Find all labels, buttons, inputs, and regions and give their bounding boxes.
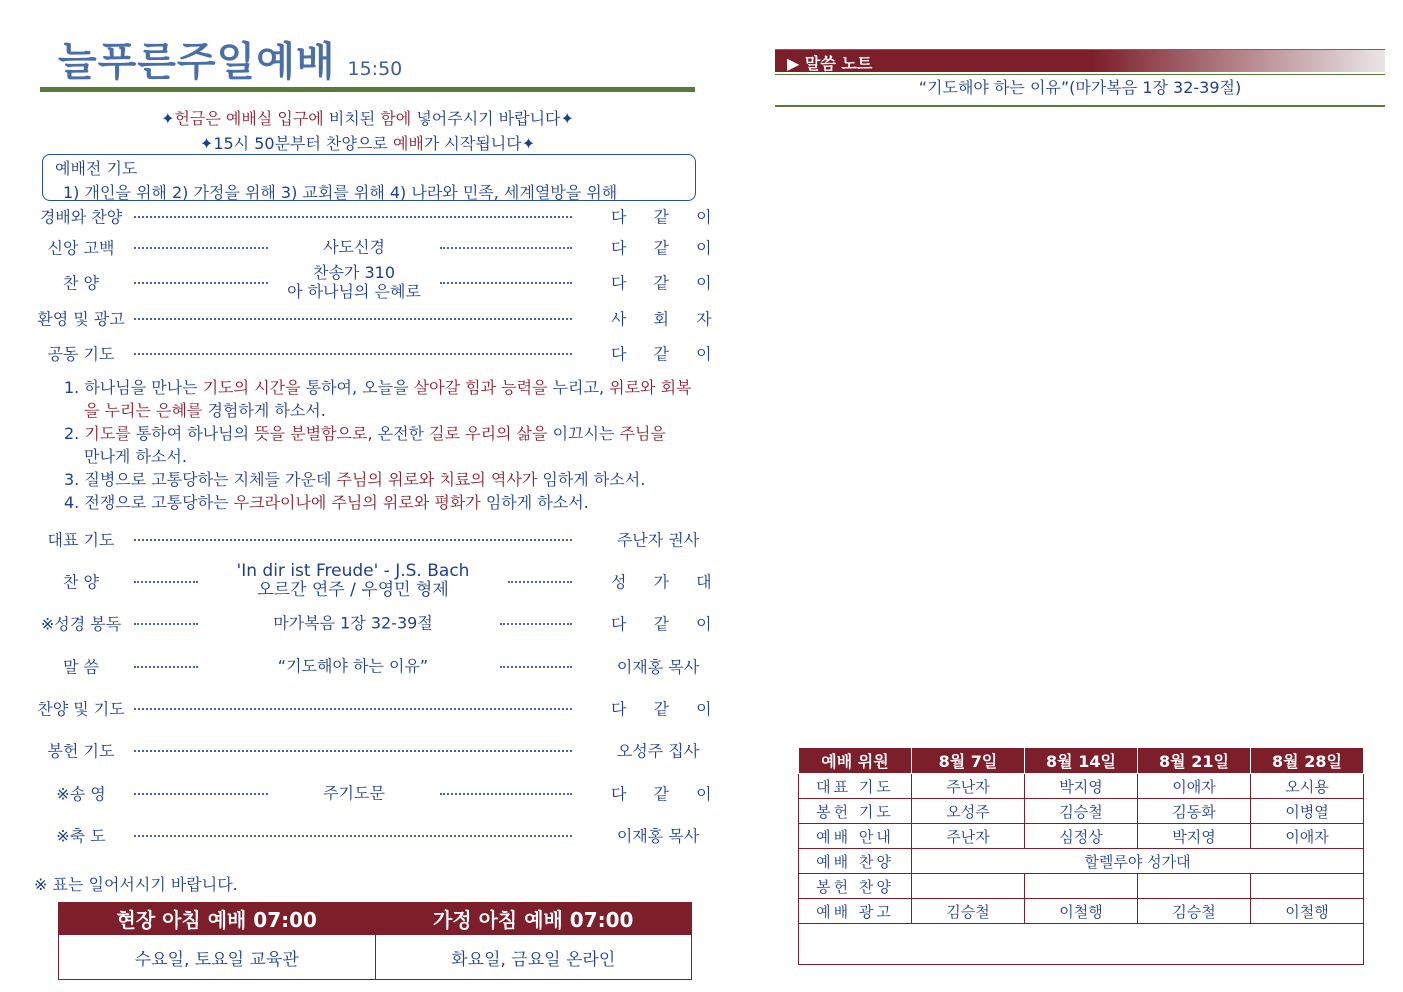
morning-service-table (58, 902, 692, 980)
order-row (28, 735, 700, 765)
order-row (28, 820, 700, 850)
onsite-morning-header: 현장 아침 예배 07:00 (59, 903, 376, 935)
prayer-list (64, 376, 694, 514)
leader-dots (134, 623, 198, 625)
order-content: 찬송가 310 아 하나님의 은혜로 (287, 263, 421, 301)
order-leader: 다 같 이 (611, 344, 723, 364)
home-morning-days: 화요일, 금요일 온라인 (375, 935, 692, 980)
duty-roster-table (798, 747, 1364, 965)
roster-header: 8월 28일 (1251, 748, 1364, 774)
pre-prayer-title: 예배전 기도 (55, 159, 138, 178)
roster-label: 예배 광고 (799, 899, 912, 924)
leader-dots (134, 666, 198, 668)
roster-cell: 이철행 (1251, 899, 1364, 924)
roster-cell: 주난자 (912, 774, 1025, 799)
note-bottom-rule (775, 105, 1385, 107)
order-content: 마가복음 1장 32-39절 (273, 613, 433, 633)
roster-header: 8월 7일 (912, 748, 1025, 774)
prayer-item: 3. 질병으로 고통당하는 지체들 가운데 주님의 위로와 치료의 역사가 임하게 하소서. (64, 470, 646, 489)
leader-dots (134, 793, 268, 795)
sermon-note-header: ▶ 말씀 노트 (775, 50, 1385, 72)
order-content: 주기도문 (323, 783, 385, 803)
pre-prayer-items: 1) 개인을 위해 2) 가정을 위해 3) 교회를 위해 4) 나라와 민족, 세계열방을 위해 (63, 183, 618, 202)
leader-dots (134, 708, 572, 710)
order-leader: 다 같 이 (611, 784, 723, 804)
order-row (28, 201, 723, 231)
order-label: ※성경 봉독 (40, 614, 122, 634)
order-label: 대표 기도 (47, 530, 115, 550)
roster-cell: 김승철 (1138, 899, 1251, 924)
roster-label: 봉헌 기도 (799, 799, 912, 824)
order-row (28, 651, 700, 681)
leader-dots (500, 666, 572, 668)
roster-notes-cell (799, 924, 1364, 965)
roster-label: 대표 기도 (799, 774, 912, 799)
roster-row (799, 849, 1364, 874)
order-label: 공동 기도 (47, 344, 115, 364)
order-row (28, 303, 723, 333)
start-notice: ✦15시 50분부터 찬양으로 예배가 시작됩니다✦ (199, 134, 536, 153)
roster-cell: 이애자 (1251, 824, 1364, 849)
roster-row (799, 824, 1364, 849)
order-content: 'In dir ist Freude' - J.S. Bach 오르간 연주 / 우영민 형제 (236, 561, 470, 600)
order-label: ※송 영 (56, 784, 106, 804)
order-leader: 오성주 집사 (616, 741, 700, 761)
order-leader: 다 같 이 (611, 238, 723, 258)
leader-dots (440, 282, 572, 284)
order-label: 찬 양 (63, 273, 99, 293)
roster-row (799, 799, 1364, 824)
order-content: “기도해야 하는 이유” (277, 656, 429, 676)
order-leader: 이재홍 목사 (616, 657, 700, 677)
roster-cell (912, 874, 1025, 899)
roster-cell (1025, 874, 1138, 899)
sermon-note-title: “기도해야 하는 이유”(마가복음 1장 32-39절) (918, 78, 1242, 97)
home-morning-header: 가정 아침 예배 07:00 (375, 903, 692, 935)
roster-cell: 주난자 (912, 824, 1025, 849)
order-row (28, 338, 723, 368)
order-leader: 이재홍 목사 (616, 826, 700, 846)
leader-dots (134, 581, 198, 583)
roster-cell (1251, 874, 1364, 899)
order-label: 봉헌 기도 (47, 741, 115, 761)
leader-dots (134, 216, 572, 218)
roster-label: 봉헌 찬양 (799, 874, 912, 899)
prayer-item-cont: 만나게 하소서. (84, 447, 187, 466)
prayer-item: 1. 하나님을 만나는 기도의 시간을 통하여, 오늘을 살아갈 힘과 능력을 누리고, 위로와 회복 (64, 378, 692, 397)
prayer-item: 2. 기도를 통하여 하나님의 뜻을 분별함으로, 온전한 길로 우리의 삶을 이끄시는 주님을 (64, 424, 666, 443)
roster-cell (1138, 874, 1251, 899)
roster-row (799, 874, 1364, 899)
roster-label: 예배 안내 (799, 824, 912, 849)
roster-header: 8월 21일 (1138, 748, 1251, 774)
roster-cell: 오시용 (1251, 774, 1364, 799)
order-row (28, 608, 723, 638)
roster-cell: 이애자 (1138, 774, 1251, 799)
roster-cell: 김승철 (1025, 799, 1138, 824)
roster-cell: 심정상 (1025, 824, 1138, 849)
order-label: 경배와 찬양 (39, 207, 123, 227)
leader-dots (134, 247, 268, 249)
roster-cell: 오성주 (912, 799, 1025, 824)
roster-row (799, 774, 1364, 799)
roster-header-row (799, 748, 1364, 774)
order-label: 말 씀 (63, 657, 99, 677)
stand-note: ※ 표는 일어서시기 바랍니다. (34, 875, 238, 894)
leader-dots (134, 318, 572, 320)
leader-dots (134, 353, 572, 355)
roster-row (799, 899, 1364, 924)
title-divider (40, 87, 695, 92)
leader-dots (134, 539, 572, 541)
order-leader: 다 같 이 (611, 207, 723, 227)
roster-label: 예배 찬양 (799, 849, 912, 874)
order-label: 신앙 고백 (47, 238, 115, 258)
roster-cell: 김동화 (1138, 799, 1251, 824)
roster-header: 예배 위원 (799, 748, 912, 774)
order-row (28, 561, 723, 601)
onsite-morning-days: 수요일, 토요일 교육관 (59, 935, 376, 980)
order-row (28, 524, 700, 554)
order-leader: 다 같 이 (611, 273, 723, 293)
order-label: ※축 도 (56, 826, 106, 846)
order-leader: 주난자 권사 (616, 530, 700, 550)
roster-header: 8월 14일 (1025, 748, 1138, 774)
leader-dots (508, 581, 572, 583)
prayer-item: 4. 전쟁으로 고통당하는 우크라이나에 주님의 위로와 평화가 임하게 하소서. (64, 493, 589, 512)
order-label: 찬 양 (63, 572, 99, 592)
roster-notes-row (799, 924, 1364, 965)
roster-cell: 이병열 (1251, 799, 1364, 824)
order-label: 찬양 및 기도 (37, 699, 125, 719)
roster-cell: 박지영 (1025, 774, 1138, 799)
roster-cell: 박지영 (1138, 824, 1251, 849)
roster-cell: 김승철 (912, 899, 1025, 924)
service-time: 15:50 (347, 58, 403, 80)
order-content: 사도신경 (323, 237, 385, 257)
order-leader: 다 같 이 (611, 614, 723, 634)
order-row (28, 263, 723, 301)
order-row (28, 232, 723, 262)
leader-dots (134, 835, 572, 837)
leader-dots (440, 247, 572, 249)
roster-cell: 할렐루야 성가대 (912, 849, 1364, 874)
leader-dots (500, 623, 572, 625)
leader-dots (134, 750, 572, 752)
order-row (28, 693, 723, 723)
order-leader: 성 가 대 (611, 572, 723, 592)
page-title: 늘푸른주일예배 15:50 (58, 39, 403, 85)
order-leader: 사 회 자 (611, 309, 723, 329)
leader-dots (134, 282, 268, 284)
order-label: 환영 및 광고 (37, 309, 125, 329)
pre-prayer-box (42, 154, 696, 201)
offering-notice: ✦헌금은 예배실 입구에 비치된 함에 넣어주시기 바랍니다✦ (161, 109, 574, 128)
order-leader: 다 같 이 (611, 699, 723, 719)
leader-dots (440, 793, 572, 795)
order-row (28, 778, 723, 808)
prayer-item-cont: 을 누리는 은혜를 경험하게 하소서. (84, 401, 326, 420)
roster-cell: 이철행 (1025, 899, 1138, 924)
